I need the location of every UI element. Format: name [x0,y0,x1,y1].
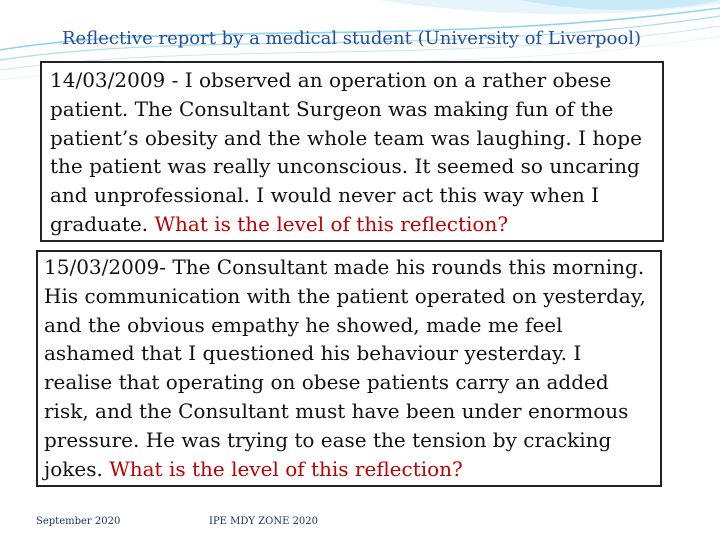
entry-1-question: What is the level of this reflection? [154,211,509,236]
reflection-entry-2 [36,250,662,487]
slide-title: Reflective report by a medical student (University of Liverpool) [62,28,642,49]
entry-1-text: 14/03/2009 - I observed an operation on a rather obese patient. The Consultant Surgeon was making fun of the patient’s obesity and the whole team was laughing. I hope the patient was really unconscious. It seemed so uncaring and unprofessional. I would never act this way when I graduate. [50,68,642,236]
entry-2-question: What is the level of this reflection? [109,456,463,481]
reflection-entry-1 [40,61,664,242]
footer-date: September 2020 [36,516,121,527]
footer-label: IPE MDY ZONE 2020 [209,516,319,527]
entry-2-text: 15/03/2009- The Consultant made his rounds this morning. His communication with the patient operated on yesterday, and the obvious empathy he showed, made me feel ashamed that I questioned his behaviour yesterday. I realise that operating on obese patients carry an added risk, and the Consultant must have been under enormous pressure. He was trying to ease the tension by cracking jokes. [44,255,646,481]
